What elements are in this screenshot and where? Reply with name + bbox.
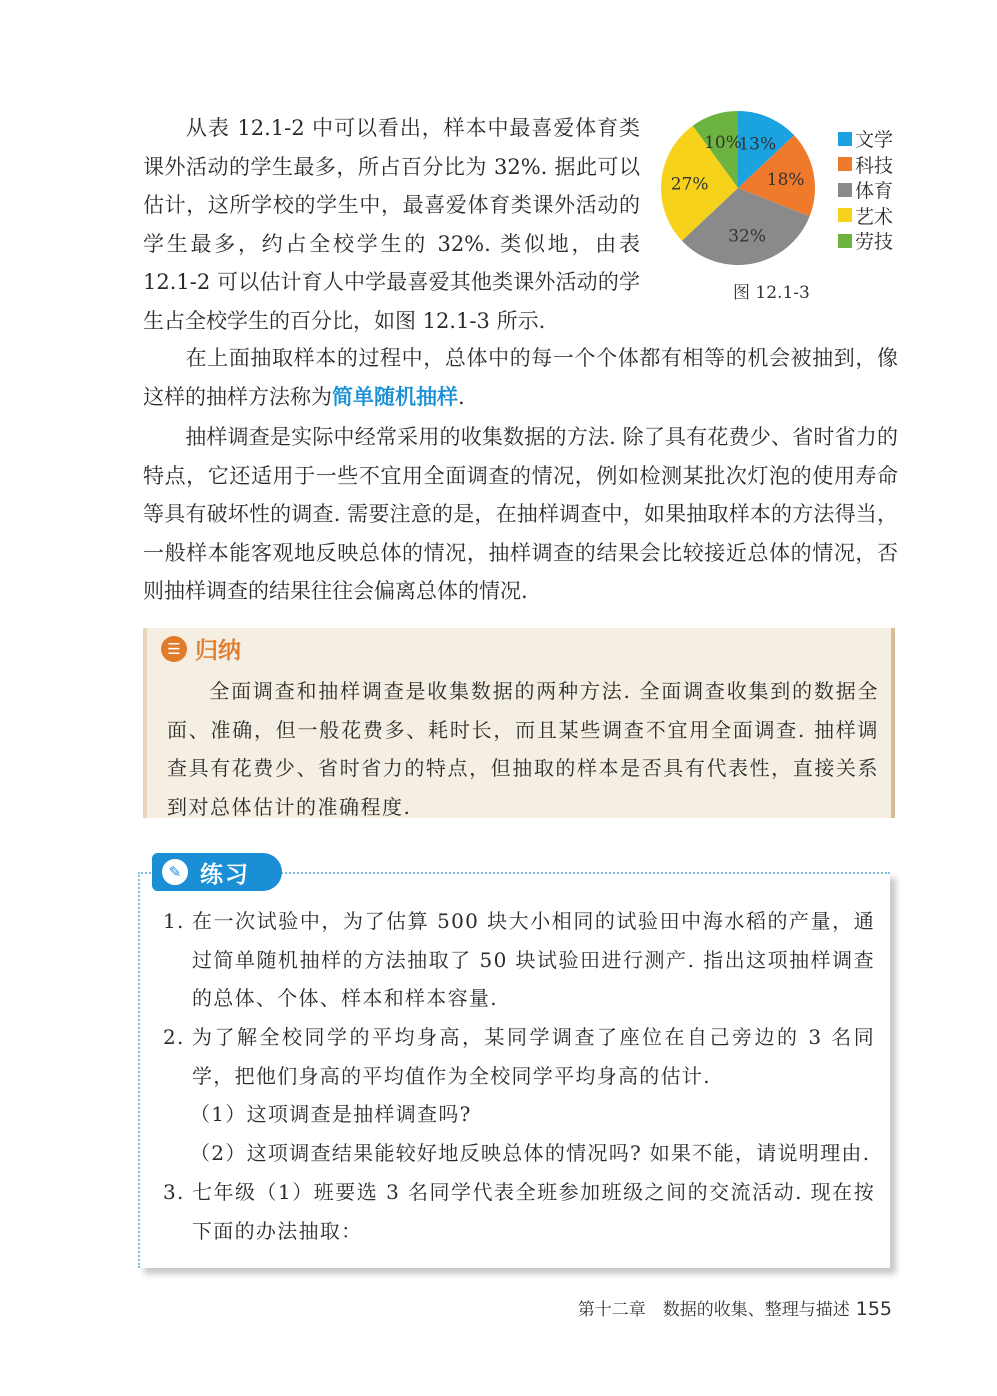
- legend-label: 科技: [855, 154, 894, 177]
- pie-slice-label-2: 18%: [766, 169, 805, 190]
- question-3: [163, 1173, 875, 1250]
- legend-item-5: [838, 228, 893, 254]
- pie-slice-label-3: 32%: [728, 226, 766, 247]
- legend-swatch: [838, 234, 852, 248]
- question-text: 七年级（1）班要选 3 名同学代表全班参加班级之间的交流活动. 现在按下面的办法抽取：: [192, 1180, 875, 1243]
- question-text: 在一次试验中，为了估算 500 块大小相同的试验田中海水稻的产量，通过简单随机抽样的方法抽取了 50 块试验田进行测产. 指出这项抽样调查的总体、个体、样本和样本容量.: [192, 909, 875, 1010]
- summary-header: [161, 632, 241, 665]
- intro-paragraph: [143, 109, 640, 340]
- legend-label: 艺术: [855, 205, 894, 228]
- discussion-paragraph: [143, 418, 898, 611]
- pie-legend: [838, 126, 893, 254]
- keyword-simple-random-sampling: 简单随机抽样: [332, 383, 458, 409]
- subquestion-1: （1）这项调查是抽样调查吗?: [190, 1102, 472, 1126]
- figure-caption: 图 12.1-3: [733, 283, 810, 303]
- legend-swatch: [838, 157, 852, 171]
- legend-swatch: [838, 208, 852, 222]
- definition-text: 在上面抽取样本的过程中，总体中的每一个个体都有相等的机会被抽到，像这样的抽样方法称为: [143, 346, 898, 409]
- intro-text: 从表 12.1-2 中可以看出，样本中最喜爱体育类课外活动的学生最多，所占百分比为 32%. 据此可以估计，这所学校的学生中，最喜爱体育类课外活动的学生最多，约占全校学生的 32%. 类似地，由表 12.1-2 可以估计育人中学最喜爱其他类课外活动的学生占全校学生的百分比，如图 12.1-3 所示.: [143, 116, 640, 333]
- subquestion-2: （2）这项调查结果能较好地反映总体的情况吗? 如果不能，请说明理由.: [190, 1141, 871, 1165]
- pie-slice-label-4: 27%: [670, 174, 709, 195]
- summary-text: [167, 672, 879, 826]
- footer-chapter: 第十二章 数据的收集、整理与描述: [577, 1300, 850, 1320]
- definition-paragraph: [143, 339, 898, 416]
- pie-chart-figure: [655, 110, 905, 310]
- pencil-icon: ✎: [160, 857, 190, 887]
- legend-item-3: [838, 177, 893, 203]
- legend-label: 劳技: [855, 231, 894, 254]
- page-footer: [578, 1295, 892, 1320]
- pie-chart: [655, 110, 825, 275]
- pie-slice-label-1: 13%: [738, 134, 777, 155]
- discussion-text: 抽样调查是实际中经常采用的收集数据的方法. 除了具有花费少、省时省力的特点，它还适用于一些不宜用全面调查的情况，例如检测某批次灯泡的使用寿命等具有破坏性的调查. 需要注意的是，在抽样调查中，如果抽取样本的方法得当，一般样本能客观地反映总体的情况，抽样调查的结果会比较接近总体的情况，否则抽样调查的结果往往会偏离总体的情况.: [143, 425, 898, 603]
- question-text: 为了解全校同学的平均身高，某同学调查了座位在自己旁边的 3 名同学，把他们身高的平均值作为全校同学平均身高的估计.: [192, 1025, 875, 1088]
- summary-body-text: 全面调查和抽样调查是收集数据的两种方法. 全面调查收集到的数据全面、准确，但一般花费多、耗时长，而且某些调查不宜用全面调查. 抽样调查具有花费少、省时省力的特点，但抽取的样本是否具有代表性，直接关系到对总体估计的准确程度.: [167, 679, 879, 819]
- legend-label: 文学: [855, 129, 894, 152]
- summary-box: [143, 628, 895, 818]
- page-number: 155: [855, 1298, 892, 1320]
- legend-swatch: [838, 132, 852, 146]
- legend-swatch: [838, 183, 852, 197]
- question-number: 1.: [163, 909, 185, 933]
- summary-title: 归纳: [195, 638, 241, 664]
- question-number: 2.: [163, 1025, 185, 1049]
- book-icon: ☰: [161, 636, 187, 662]
- legend-label: 体育: [855, 180, 894, 203]
- definition-end: .: [458, 384, 465, 409]
- legend-item-4: [838, 203, 893, 229]
- question-1: [163, 902, 875, 1018]
- legend-item-2: [838, 152, 893, 178]
- question-number: 3.: [163, 1180, 185, 1204]
- pie-slice-label-5: 10%: [704, 132, 742, 153]
- practice-title: 练习: [200, 861, 250, 888]
- practice-tab: [152, 853, 282, 891]
- question-2: [163, 1018, 875, 1095]
- legend-item-1: [838, 126, 893, 152]
